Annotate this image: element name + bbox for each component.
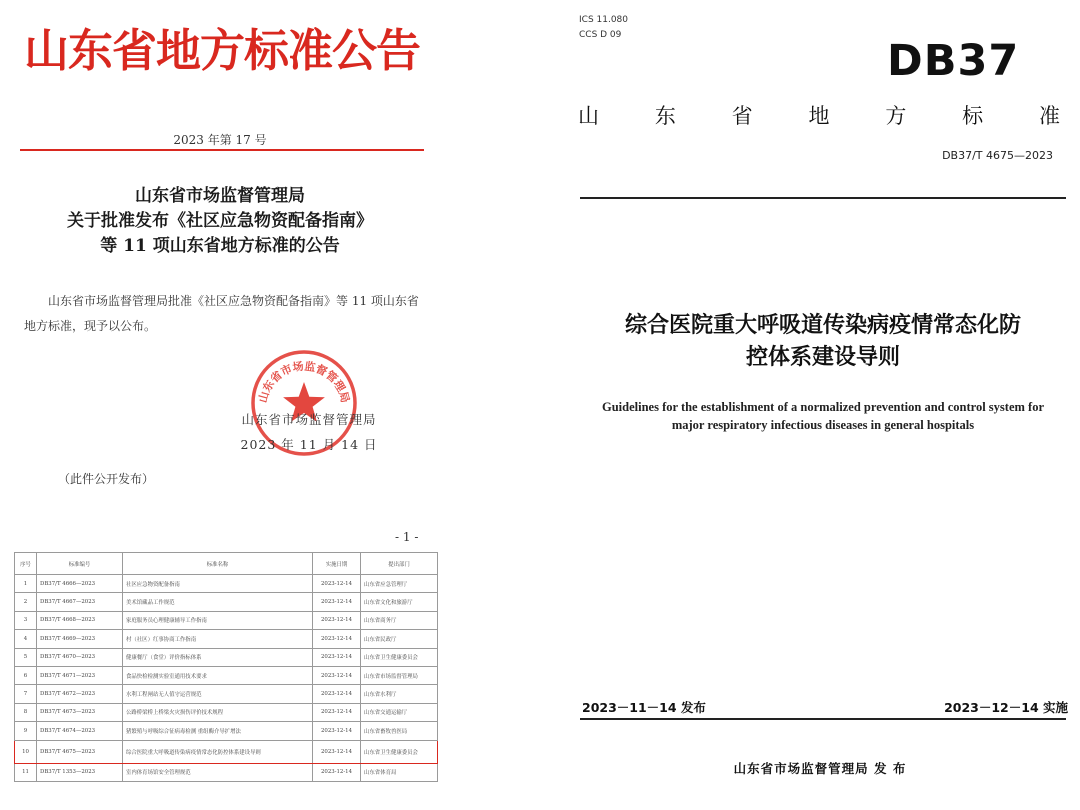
- title-en-line: major respiratory infectious diseases in general hospitals: [671, 418, 975, 432]
- table-cell: 2023-12-14: [313, 666, 361, 684]
- title-zh-line: 控体系建设导则: [745, 345, 900, 370]
- public-note: （此件公开发布）: [58, 472, 155, 486]
- announcement-page: [0, 0, 440, 810]
- table-cell: 2: [15, 593, 37, 611]
- table-cell: 山东省水利厅: [361, 685, 438, 703]
- title-char: 方: [885, 104, 907, 128]
- table-cell: 2023-12-14: [313, 763, 361, 781]
- title-zh-line: 综合医院重大呼吸道传染病疫情常态化防: [624, 313, 1021, 338]
- table-cell: 10: [15, 740, 37, 763]
- table-cell: DB37/T 4671—2023: [37, 666, 123, 684]
- title-char: 准: [1038, 104, 1060, 128]
- table-cell: DB37/T 4669—2023: [37, 630, 123, 648]
- table-header-cell: 标准名称: [123, 553, 313, 575]
- table-cell: 2023-12-14: [313, 630, 361, 648]
- bottom-rule: [580, 718, 1066, 720]
- table-cell: DB37/T 4666—2023: [37, 575, 123, 593]
- table-cell: 2023-12-14: [313, 740, 361, 763]
- heading-line: 关于批准发布《社区应急物资配备指南》: [67, 211, 373, 231]
- announcement-banner: 山东省地方标准公告: [24, 24, 421, 77]
- table-header-cell: 标准编号: [37, 553, 123, 575]
- table-cell: 2023-12-14: [313, 685, 361, 703]
- table-cell: 山东省应急管理厅: [361, 575, 438, 593]
- table-cell: 5: [15, 648, 37, 666]
- table-cell: 村（社区）红事协商工作指南: [123, 630, 313, 648]
- table-cell: DB37/T 4674—2023: [37, 722, 123, 740]
- table-cell: 山东省卫生健康委员会: [361, 648, 438, 666]
- table-row: [15, 611, 438, 629]
- table-cell: 公路桥梁桥上桥梁火灾损伤评价技术规程: [123, 703, 313, 721]
- table-row: [15, 703, 438, 721]
- title-char: 省: [731, 104, 753, 128]
- table-cell: DB37/T 4667—2023: [37, 593, 123, 611]
- table-cell: 社区应急物资配备指南: [123, 575, 313, 593]
- table-cell: DB37/T 4668—2023: [37, 611, 123, 629]
- table-row: [15, 763, 438, 781]
- table-row: [15, 740, 438, 763]
- table-cell: DB37/T 4673—2023: [37, 703, 123, 721]
- page-number: - 1 -: [395, 530, 419, 544]
- table-cell: 7: [15, 685, 37, 703]
- table-cell: 11: [15, 763, 37, 781]
- table-cell: DB37/T 4670—2023: [37, 648, 123, 666]
- heading-line: 等 11 项山东省地方标准的公告: [100, 236, 340, 256]
- standard-title-en: [580, 398, 1066, 434]
- announcement-heading: [0, 184, 440, 259]
- table-header-row: [15, 553, 438, 575]
- standard-type-title: [578, 100, 1060, 130]
- table-cell: 综合医院重大呼吸道传染病疫情常态化防控体系建设导则: [123, 740, 313, 763]
- issue-number: 2023 年第 17 号: [173, 133, 267, 147]
- table-cell: 山东省体育局: [361, 763, 438, 781]
- table-row: [15, 666, 438, 684]
- table-cell: 山东省卫生健康委员会: [361, 740, 438, 763]
- heading-line: 山东省市场监督管理局: [135, 186, 305, 206]
- publisher: 山东省市场监督管理局 发 布: [733, 761, 907, 776]
- standards-table: [14, 552, 438, 782]
- table-row: [15, 630, 438, 648]
- signature-authority: 山东省市场监督管理局: [241, 412, 377, 427]
- ccs-code: CCS D 09: [579, 30, 622, 40]
- title-char: 地: [808, 104, 830, 128]
- table-row: [15, 575, 438, 593]
- table-cell: 山东省民政厅: [361, 630, 438, 648]
- table-cell: 4: [15, 630, 37, 648]
- table-cell: 2023-12-14: [313, 611, 361, 629]
- db37-logo: DB37: [887, 36, 1020, 86]
- standard-code: DB37/T 4675—2023: [942, 149, 1053, 162]
- table-cell: 2023-12-14: [313, 575, 361, 593]
- table-cell: 8: [15, 703, 37, 721]
- announcement-body: 山东省市场监督管理局批准《社区应急物资配备指南》等 11 项山东省地方标准，现予以公布。: [24, 294, 419, 333]
- title-char: 东: [654, 104, 676, 128]
- table-cell: 山东省交通运输厅: [361, 703, 438, 721]
- table-cell: 猪繁殖与呼吸综合征病毒检测 重组酶介导扩增法: [123, 722, 313, 740]
- top-rule: [580, 197, 1066, 199]
- signature-date: 2023 年 11 月 14 日: [240, 437, 378, 452]
- table-cell: 3: [15, 611, 37, 629]
- table-cell: 9: [15, 722, 37, 740]
- signature-block: [219, 407, 399, 457]
- publish-date: 2023－11－14 发布: [582, 700, 706, 715]
- title-char: 标: [962, 104, 984, 128]
- table-cell: 2023-12-14: [313, 722, 361, 740]
- table-cell: 健康餐厅（食堂）评价指标体系: [123, 648, 313, 666]
- table-cell: 食品快检检测实验室通用技术要求: [123, 666, 313, 684]
- ics-code: ICS 11.080: [579, 15, 629, 25]
- table-row: [15, 648, 438, 666]
- table-row: [15, 685, 438, 703]
- table-cell: 山东省文化和旅游厅: [361, 593, 438, 611]
- table-cell: DB37/T 1353—2023: [37, 763, 123, 781]
- table-cell: 水利工程闸站无人值守运营规范: [123, 685, 313, 703]
- table-cell: 室内体育场馆安全管理规范: [123, 763, 313, 781]
- table-cell: DB37/T 4672—2023: [37, 685, 123, 703]
- table-header-cell: 序号: [15, 553, 37, 575]
- table-row: [15, 722, 438, 740]
- table-cell: 2023-12-14: [313, 703, 361, 721]
- table-header-cell: 实施日期: [313, 553, 361, 575]
- classification-codes: [579, 13, 628, 43]
- title-en-line: Guidelines for the establishment of a normalized prevention and control system for: [602, 400, 1044, 414]
- red-divider: [20, 149, 424, 151]
- table-cell: 2023-12-14: [313, 648, 361, 666]
- table-header-cell: 提出部门: [361, 553, 438, 575]
- table-cell: 6: [15, 666, 37, 684]
- seal-text: 山东省市场监督管理局: [256, 359, 352, 405]
- standard-cover-page: [560, 0, 1080, 810]
- standard-title-zh: [580, 310, 1066, 374]
- title-char: 山: [578, 104, 599, 128]
- table-cell: 山东省畜牧兽医局: [361, 722, 438, 740]
- table-cell: 山东省商务厅: [361, 611, 438, 629]
- table-cell: 山东省市场监督管理局: [361, 666, 438, 684]
- table-cell: 美术馆藏品工作规范: [123, 593, 313, 611]
- table-cell: 1: [15, 575, 37, 593]
- implement-date: 2023－12－14 实施: [944, 700, 1068, 715]
- table-cell: 家庭服务员心理健康辅导工作指南: [123, 611, 313, 629]
- table-cell: 2023-12-14: [313, 593, 361, 611]
- table-cell: DB37/T 4675—2023: [37, 740, 123, 763]
- table-row: [15, 593, 438, 611]
